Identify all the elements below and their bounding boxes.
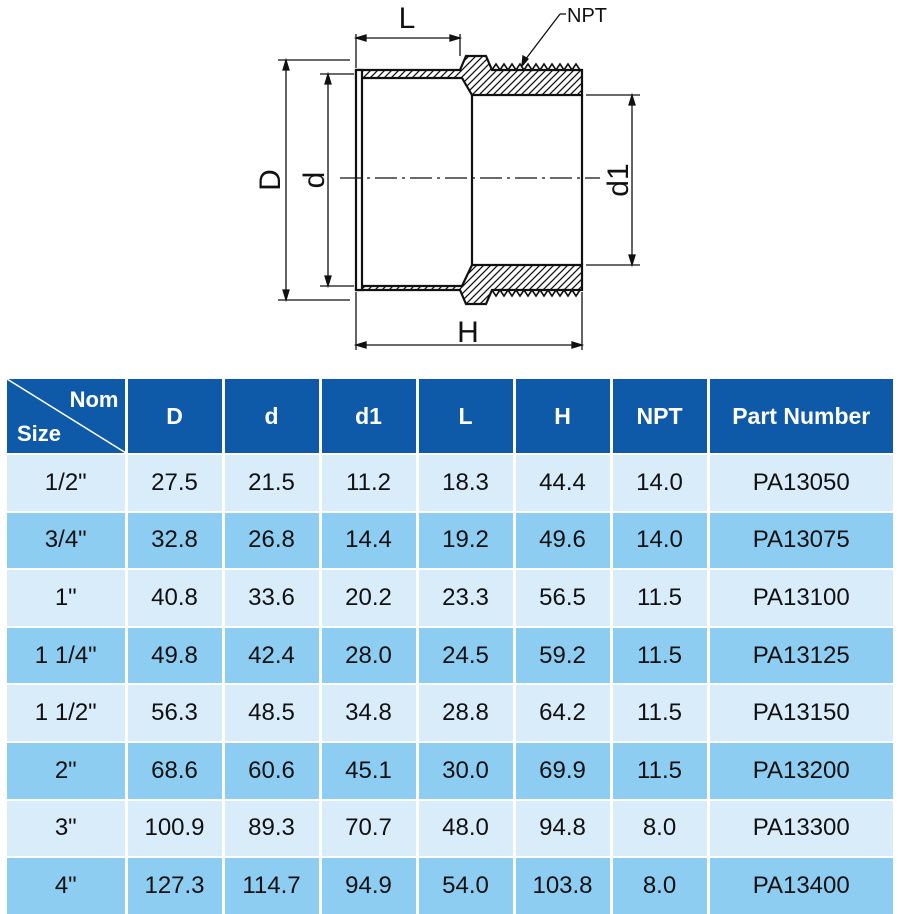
cell-L: 18.3: [417, 454, 514, 512]
cell-d: 60.6: [223, 742, 320, 800]
header-part-number: Part Number: [708, 379, 893, 454]
cell-part-number: PA13125: [708, 627, 893, 685]
cell-d: 26.8: [223, 512, 320, 570]
table-row: [7, 857, 893, 914]
cell-part-number: PA13400: [708, 857, 893, 914]
fitting-diagram: [0, 0, 900, 370]
cell-d1: 70.7: [320, 800, 417, 858]
cell-H: 64.2: [514, 684, 611, 742]
bottom-wall-section: [356, 265, 582, 304]
cell-part-number: PA13200: [708, 742, 893, 800]
cell-H: 59.2: [514, 627, 611, 685]
spec-table: [7, 379, 893, 914]
table-row: [7, 627, 893, 685]
cell-NPT: 14.0: [611, 454, 708, 512]
top-wall-section: [356, 56, 582, 95]
cell-d1: 14.4: [320, 512, 417, 570]
label-d: d: [298, 171, 331, 189]
label-NPT: NPT: [567, 5, 607, 27]
header-D: D: [126, 379, 223, 454]
table-row: [7, 684, 893, 742]
cell-NPT: 14.0: [611, 512, 708, 570]
cell-L: 48.0: [417, 800, 514, 858]
cell-D: 32.8: [126, 512, 223, 570]
cell-L: 28.8: [417, 684, 514, 742]
header-nom-size: [7, 379, 126, 454]
cell-d1: 28.0: [320, 627, 417, 685]
socket-face: [356, 70, 362, 290]
cell-d1: 94.9: [320, 857, 417, 914]
cell-H: 69.9: [514, 742, 611, 800]
cell-D: 56.3: [126, 684, 223, 742]
label-D: D: [254, 169, 287, 191]
header-size: Size: [17, 421, 62, 446]
cell-d1: 34.8: [320, 684, 417, 742]
cell-size: 1": [7, 569, 126, 627]
header-d: d: [223, 379, 320, 454]
fitting-outline: [356, 56, 582, 304]
cell-D: 49.8: [126, 627, 223, 685]
cell-NPT: 11.5: [611, 684, 708, 742]
cell-NPT: 8.0: [611, 857, 708, 914]
cell-d: 114.7: [223, 857, 320, 914]
table-row: [7, 800, 893, 858]
cell-H: 44.4: [514, 454, 611, 512]
cell-size: 3/4": [7, 512, 126, 570]
cell-NPT: 11.5: [611, 627, 708, 685]
label-L: L: [398, 2, 416, 35]
cell-part-number: PA13300: [708, 800, 893, 858]
label-d1: d1: [602, 163, 635, 197]
cell-L: 54.0: [417, 857, 514, 914]
header-L: L: [417, 379, 514, 454]
cell-size: 1 1/2": [7, 684, 126, 742]
cell-D: 27.5: [126, 454, 223, 512]
cell-d: 89.3: [223, 800, 320, 858]
cell-part-number: PA13075: [708, 512, 893, 570]
table-body: [7, 454, 893, 914]
table-row: [7, 569, 893, 627]
header-d1: d1: [320, 379, 417, 454]
cell-part-number: PA13050: [708, 454, 893, 512]
cell-H: 94.8: [514, 800, 611, 858]
cell-D: 68.6: [126, 742, 223, 800]
table-row: [7, 454, 893, 512]
cell-size: 2": [7, 742, 126, 800]
header-row: [7, 379, 893, 454]
cell-D: 100.9: [126, 800, 223, 858]
cell-L: 23.3: [417, 569, 514, 627]
header-NPT: NPT: [611, 379, 708, 454]
cell-size: 3": [7, 800, 126, 858]
cell-size: 1/2": [7, 454, 126, 512]
cell-d1: 11.2: [320, 454, 417, 512]
cell-L: 24.5: [417, 627, 514, 685]
cell-d: 42.4: [223, 627, 320, 685]
cell-NPT: 11.5: [611, 742, 708, 800]
cell-H: 49.6: [514, 512, 611, 570]
cell-NPT: 11.5: [611, 569, 708, 627]
cell-L: 30.0: [417, 742, 514, 800]
table-row: [7, 742, 893, 800]
cell-d1: 45.1: [320, 742, 417, 800]
table-row: [7, 512, 893, 570]
cell-d: 48.5: [223, 684, 320, 742]
cell-part-number: PA13150: [708, 684, 893, 742]
cell-D: 127.3: [126, 857, 223, 914]
cell-L: 19.2: [417, 512, 514, 570]
cell-d: 33.6: [223, 569, 320, 627]
cell-NPT: 8.0: [611, 800, 708, 858]
cell-d1: 20.2: [320, 569, 417, 627]
dimension-lines: [278, 14, 640, 350]
cell-size: 4": [7, 857, 126, 914]
label-H: H: [457, 316, 479, 349]
cell-d: 21.5: [223, 454, 320, 512]
cell-size: 1 1/4": [7, 627, 126, 685]
cell-H: 103.8: [514, 857, 611, 914]
header-nom: Nom: [69, 387, 119, 412]
cell-part-number: PA13100: [708, 569, 893, 627]
cell-H: 56.5: [514, 569, 611, 627]
header-H: H: [514, 379, 611, 454]
cell-D: 40.8: [126, 569, 223, 627]
